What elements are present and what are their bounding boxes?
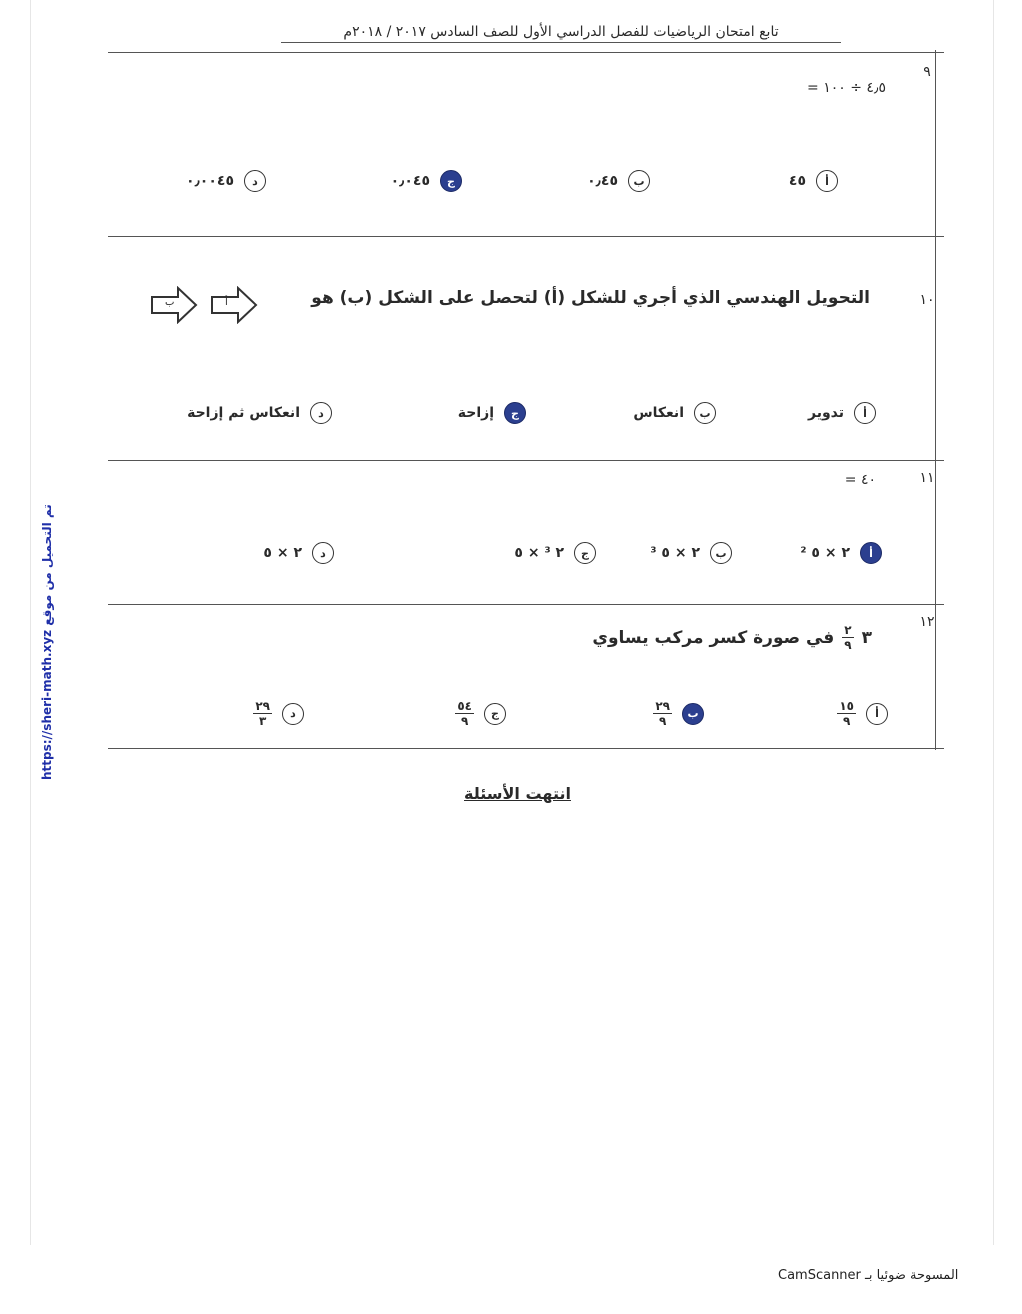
option-b[interactable] (587, 170, 650, 192)
option-bubble[interactable]: ب (710, 542, 732, 564)
option-bubble[interactable]: د (312, 542, 334, 564)
arrow-icon (210, 286, 258, 324)
option-text: ٢ × ٥ (263, 545, 302, 561)
option-bubble[interactable]: ب (628, 170, 650, 192)
option-a[interactable] (789, 170, 838, 192)
option-b[interactable] (650, 542, 732, 564)
option-bubble-selected[interactable]: أ (860, 542, 882, 564)
question-number: ١٢ (919, 614, 935, 630)
numerator: ٢٩ (255, 699, 270, 713)
option-text: ٠٫٠٤٥ (390, 173, 430, 189)
option-c[interactable] (391, 170, 462, 192)
option-fraction (653, 700, 672, 727)
option-bubble-selected[interactable]: ج (440, 170, 462, 192)
divider (108, 236, 944, 237)
option-text: ٢ ³ × ٥ (514, 545, 564, 561)
option-d[interactable] (186, 170, 266, 192)
option-d[interactable] (253, 700, 304, 727)
option-text: ٢ × ٥ ² (800, 545, 850, 561)
divider (108, 604, 944, 605)
divider (108, 748, 944, 749)
option-text: إزاحة (457, 405, 494, 421)
question-stem: ٤٫٥ ÷ ١٠٠ = (807, 80, 886, 96)
option-c[interactable] (458, 402, 526, 424)
option-text: ٢ × ٥ ³ (650, 545, 700, 561)
exam-header: تابع امتحان الرياضيات للفصل الدراسي الأول للصف السادس ٢٠١٧ / ٢٠١٨م (281, 24, 841, 43)
divider (108, 460, 944, 461)
question-stem: ٤٠ = (844, 472, 876, 488)
option-d[interactable] (263, 542, 334, 564)
denominator: ٩ (843, 714, 851, 728)
option-text: انعكاس ثم إزاحة (187, 405, 300, 421)
question-number: ١١ (919, 470, 935, 486)
denominator: ٩ (844, 638, 852, 652)
figure-label: أ (225, 297, 228, 308)
option-c[interactable] (455, 700, 506, 727)
denominator: ٩ (659, 714, 667, 728)
option-bubble-selected[interactable]: ب (682, 703, 704, 725)
option-bubble[interactable]: أ (866, 703, 888, 725)
question-stem: التحويل الهندسي الذي أجري للشكل (أ) لتحصل على الشكل (ب) هو (311, 288, 870, 308)
option-text: ٤٥ (788, 173, 806, 189)
question-number: ١٠ (919, 292, 935, 308)
denominator: ٣ (259, 714, 267, 728)
divider (108, 52, 944, 53)
option-text: تدوير (807, 405, 844, 421)
option-c[interactable] (514, 542, 596, 564)
source-link[interactable]: https://sheri-math.xyz تم التحميل من موقع (40, 504, 54, 780)
option-d[interactable] (187, 402, 332, 424)
figure-label: ب (165, 297, 175, 308)
transformation-figures (150, 286, 258, 328)
option-a[interactable] (800, 542, 882, 564)
question-number: ٩ (923, 64, 931, 80)
option-bubble[interactable]: د (310, 402, 332, 424)
option-text: ٠٫٠٠٤٥ (186, 173, 234, 189)
figure-a (210, 286, 258, 328)
option-bubble[interactable]: أ (854, 402, 876, 424)
end-of-questions: انتهت الأسئلة (464, 784, 571, 803)
option-fraction (837, 700, 856, 727)
option-a[interactable] (837, 700, 888, 727)
mixed-number-fraction (842, 624, 853, 651)
option-bubble[interactable]: ج (574, 542, 596, 564)
mixed-number-whole: ٣ (861, 627, 872, 648)
option-a[interactable] (808, 402, 876, 424)
numerator: ١٥ (839, 699, 854, 713)
denominator: ٩ (461, 714, 469, 728)
stem-text: في صورة كسر مركب يساوي (592, 627, 835, 648)
option-fraction (455, 700, 474, 727)
option-bubble[interactable]: د (244, 170, 266, 192)
figure-b (150, 286, 198, 328)
option-b[interactable] (653, 700, 704, 727)
number-column-divider (935, 50, 936, 750)
option-bubble[interactable]: أ (816, 170, 838, 192)
option-fraction (253, 700, 272, 727)
numerator: ٢ (844, 623, 852, 637)
option-b[interactable] (633, 402, 716, 424)
option-bubble[interactable]: ج (484, 703, 506, 725)
option-bubble[interactable]: د (282, 703, 304, 725)
question-stem (592, 624, 872, 651)
option-text: ٠٫٤٥ (587, 173, 618, 189)
numerator: ٥٤ (457, 699, 472, 713)
numerator: ٢٩ (655, 699, 670, 713)
option-bubble-selected[interactable]: ج (504, 402, 526, 424)
option-bubble[interactable]: ب (694, 402, 716, 424)
option-text: انعكاس (633, 405, 684, 421)
scanner-footer: المسوحة ضوئيا بـ CamScanner (778, 1268, 959, 1283)
